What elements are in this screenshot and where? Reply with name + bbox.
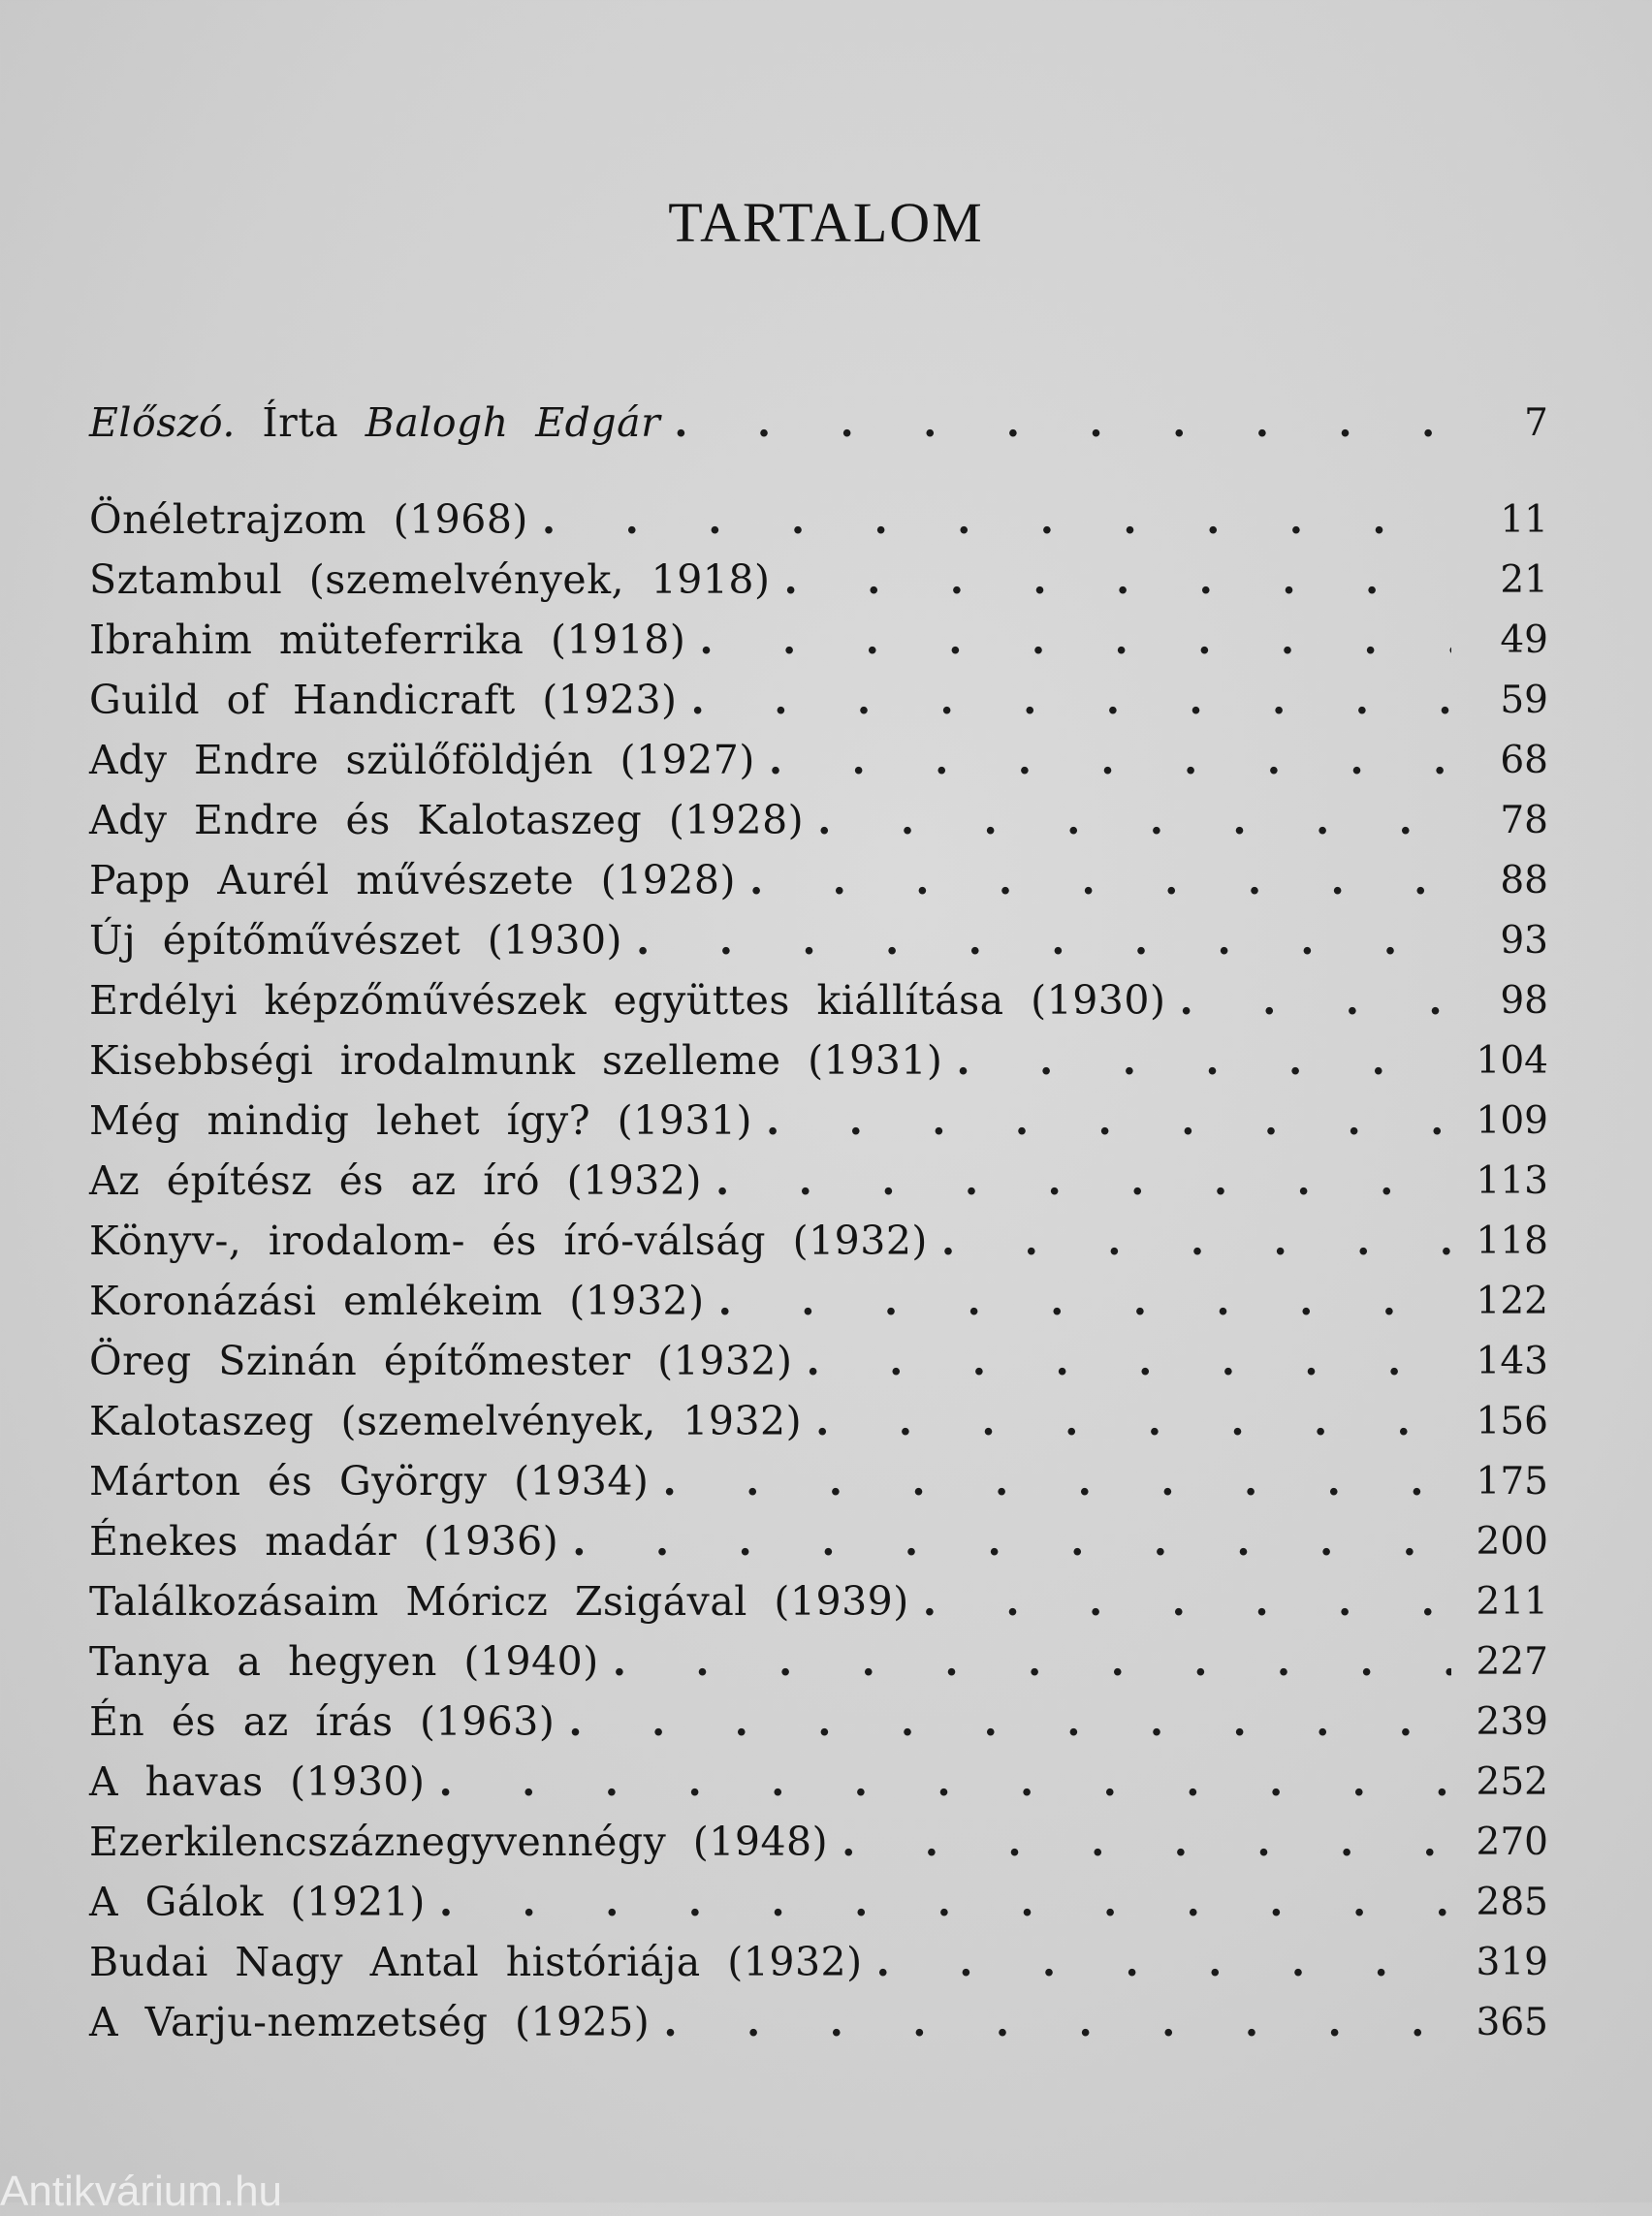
toc-entry	[89, 550, 1548, 610]
toc-entry	[89, 490, 1548, 550]
dot-leader	[766, 1097, 1451, 1144]
dot-leader	[956, 1037, 1451, 1084]
page-number: 239	[1476, 1699, 1548, 1744]
entry-title: Új építőművészet (1930)	[89, 917, 623, 964]
dot-leader	[542, 496, 1451, 543]
entry-title: Tanya a hegyen (1940)	[89, 1638, 599, 1685]
entry-title: Könyv-, irodalom- és író-válság (1932)	[89, 1218, 928, 1264]
dot-leader	[568, 1698, 1451, 1745]
entry-title: A Varju-nemzetség (1925)	[89, 1999, 651, 2045]
entry-title: Énekes madár (1936)	[89, 1518, 559, 1565]
dot-leader	[715, 1157, 1451, 1204]
entry-title: Papp Aurél művészete (1928)	[89, 857, 736, 903]
page-number: 319	[1476, 1940, 1548, 1984]
dot-leader	[807, 1338, 1451, 1384]
toc-entry	[89, 850, 1548, 910]
page-title: TARTALOM	[668, 191, 984, 254]
toc-entry	[89, 1151, 1548, 1211]
dot-leader	[817, 797, 1451, 843]
entry-title: Én és az írás (1963)	[89, 1698, 556, 1745]
toc-entry	[89, 1872, 1548, 1932]
entry-title: Az építész és az író (1932)	[89, 1157, 702, 1204]
dot-leader	[662, 1458, 1451, 1504]
dot-leader	[439, 1758, 1451, 1805]
dot-leader	[923, 1578, 1451, 1625]
entry-title: Kalotaszeg (szemelvények, 1932)	[89, 1398, 803, 1444]
dot-leader	[636, 917, 1451, 964]
page-number: 93	[1500, 918, 1548, 963]
toc-entry	[89, 1091, 1548, 1151]
page-number: 175	[1476, 1459, 1548, 1504]
page-number: 143	[1476, 1339, 1548, 1383]
dot-leader	[941, 1218, 1451, 1264]
dot-leader	[769, 737, 1451, 783]
page-number: 78	[1500, 798, 1548, 842]
entry-title: Budai Nagy Antal históriája (1932)	[89, 1939, 863, 1985]
toc-entry	[89, 1692, 1548, 1752]
page-number: 104	[1476, 1038, 1548, 1083]
page-number: 122	[1476, 1279, 1548, 1323]
entry-title: Ady Endre szülőföldjén (1927)	[89, 737, 755, 783]
page-number: 109	[1476, 1098, 1548, 1143]
entry-title: A Gálok (1921)	[89, 1879, 426, 1925]
page-number: 7	[1524, 400, 1548, 445]
toc-entry	[89, 670, 1548, 730]
entry-title: Ady Endre és Kalotaszeg (1928)	[89, 797, 805, 843]
watermark: Antikvárium.hu	[0, 2168, 283, 2215]
page-number: 252	[1476, 1759, 1548, 1804]
page-number: 68	[1500, 738, 1548, 782]
toc-entry	[89, 970, 1548, 1030]
toc-entry	[89, 610, 1548, 670]
page-number: 200	[1476, 1519, 1548, 1564]
page-number: 11	[1500, 497, 1548, 542]
entry-title: Önéletrajzom (1968)	[89, 496, 528, 543]
dot-leader	[691, 677, 1451, 723]
page-number: 113	[1476, 1158, 1548, 1203]
dot-leader	[439, 1879, 1451, 1925]
preface-title	[89, 399, 660, 446]
page-number: 59	[1500, 678, 1548, 722]
entry-title: Koronázási emlékeim (1932)	[89, 1278, 705, 1324]
page-number: 227	[1476, 1639, 1548, 1684]
toc-entry	[89, 790, 1548, 850]
toc-entry-preface	[89, 393, 1548, 453]
entry-title: Kisebbségi irodalmunk szelleme (1931)	[89, 1037, 943, 1084]
dot-leader	[663, 1999, 1451, 2045]
page-number: 270	[1476, 1820, 1548, 1864]
page-number: 88	[1500, 858, 1548, 902]
page-number: 118	[1476, 1219, 1548, 1263]
preface-author: Balogh Edgár	[365, 399, 661, 446]
page-number: 49	[1500, 617, 1548, 662]
page-number: 365	[1476, 2000, 1548, 2044]
toc-entry	[89, 1331, 1548, 1391]
page-number: 98	[1500, 978, 1548, 1023]
entry-title: Öreg Szinán építőmester (1932)	[89, 1338, 793, 1384]
toc-entry	[89, 1571, 1548, 1631]
toc-entry	[89, 1932, 1548, 1992]
dot-leader	[876, 1939, 1451, 1985]
toc-entry	[89, 1992, 1548, 2052]
dot-leader	[783, 556, 1451, 603]
toc-entry	[89, 1752, 1548, 1812]
page-number: 211	[1476, 1579, 1548, 1624]
dot-leader	[572, 1518, 1451, 1565]
entry-title: Erdélyi képzőművészek együttes kiállítása (1930)	[89, 977, 1166, 1024]
table-of-contents	[89, 393, 1548, 2052]
page-number: 21	[1500, 557, 1548, 602]
dot-leader	[718, 1278, 1451, 1324]
dot-leader	[749, 857, 1451, 903]
toc-entry	[89, 1511, 1548, 1571]
entry-title: Sztambul (szemelvények, 1918)	[89, 556, 771, 603]
toc-entry	[89, 1211, 1548, 1271]
entry-title: Találkozásaim Móricz Zsigával (1939)	[89, 1578, 909, 1625]
preface-label: Előszó.	[89, 399, 236, 446]
dot-leader	[842, 1819, 1451, 1865]
entry-title: A havas (1930)	[89, 1758, 426, 1805]
page-number: 285	[1476, 1880, 1548, 1924]
entry-title: Guild of Handicraft (1923)	[89, 677, 678, 723]
entry-title: Ezerkilencszáznegyvennégy (1948)	[89, 1819, 829, 1865]
toc-entry	[89, 1030, 1548, 1091]
toc-entry	[89, 1631, 1548, 1692]
entry-title: Márton és György (1934)	[89, 1458, 650, 1504]
toc-entry	[89, 1391, 1548, 1451]
toc-entry	[89, 1451, 1548, 1511]
entry-title: Ibrahim müteferrika (1918)	[89, 617, 686, 663]
dot-leader	[699, 617, 1451, 663]
dot-leader	[1179, 977, 1451, 1024]
page-number: 156	[1476, 1399, 1548, 1443]
dot-leader	[815, 1398, 1451, 1444]
preface-by: Írta	[262, 399, 339, 446]
entry-title: Még mindig lehet így? (1931)	[89, 1097, 752, 1144]
toc-entry	[89, 1271, 1548, 1331]
toc-entry	[89, 1812, 1548, 1872]
dot-leader	[674, 399, 1451, 446]
toc-entry	[89, 910, 1548, 970]
dot-leader	[613, 1638, 1451, 1685]
toc-entry	[89, 730, 1548, 790]
